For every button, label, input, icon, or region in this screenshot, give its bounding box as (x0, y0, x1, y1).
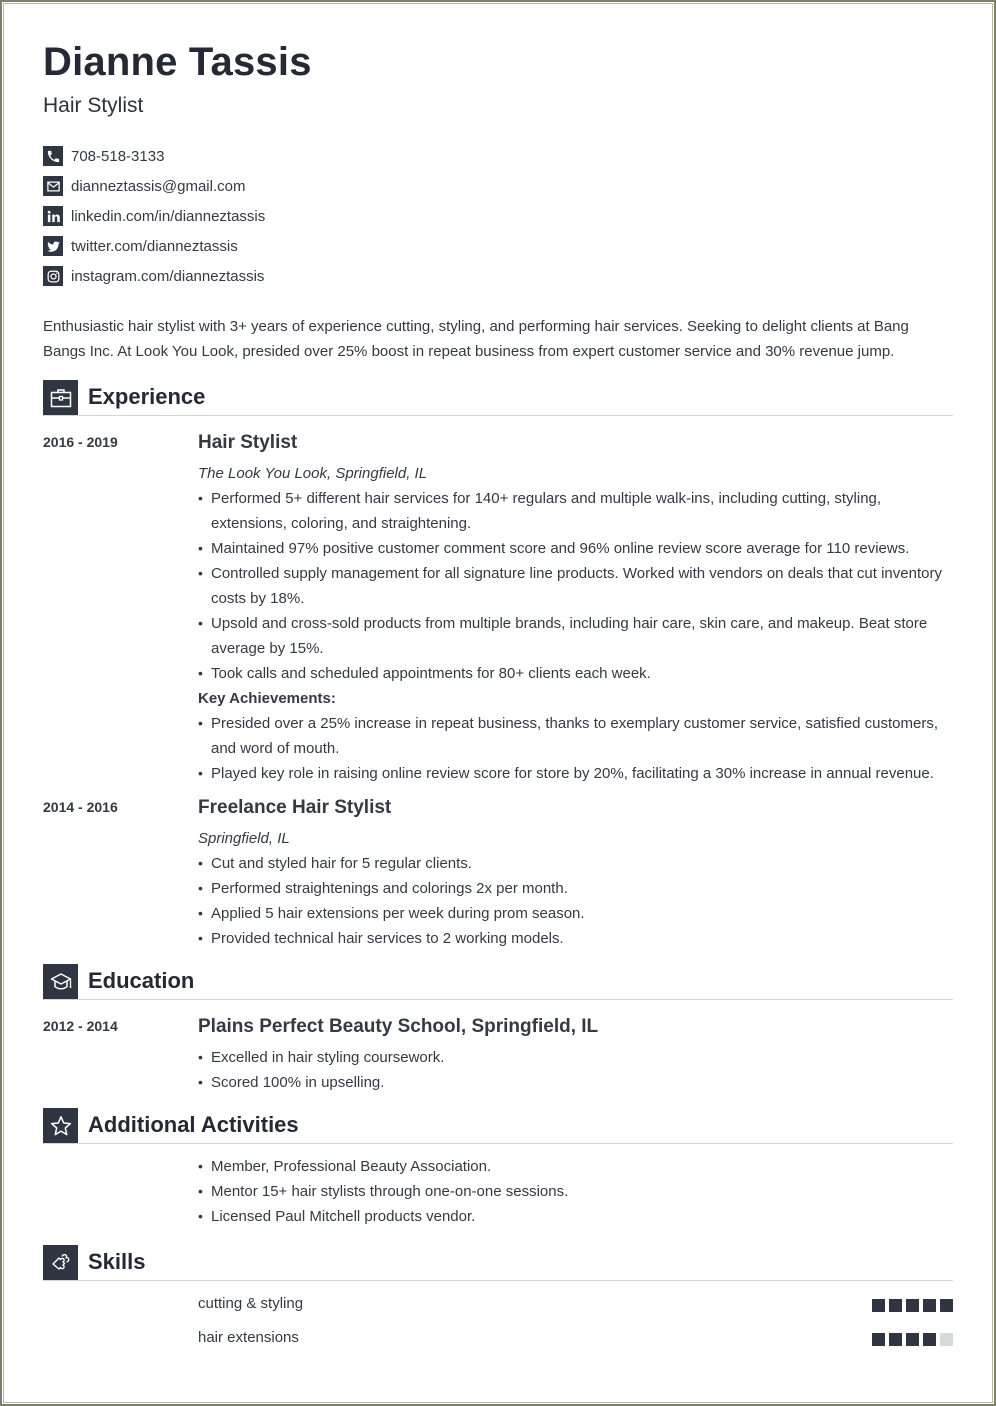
list-item: • Applied 5 hair extensions per week during prom season. (198, 901, 953, 926)
list-item: • Provided technical hair services to 2 working models. (198, 926, 953, 951)
puzzle-icon (43, 1245, 78, 1280)
activities-list (198, 1154, 953, 1229)
skill-row (198, 1329, 953, 1349)
school-name: Plains Perfect Beauty School, Springfield, IL (198, 1016, 599, 1037)
contact-email[interactable] (43, 171, 265, 201)
phone-icon (43, 146, 63, 166)
contact-linkedin[interactable] (43, 201, 265, 231)
contact-instagram-text: instagram.com/dianneztassis (71, 267, 265, 285)
instagram-icon (43, 266, 63, 286)
company-location: The Look You Look, Springfield, IL (198, 465, 428, 482)
candidate-title: Hair Stylist (43, 94, 144, 117)
list-item: • Took calls and scheduled appointments for 80+ clients each week. (198, 661, 953, 686)
twitter-icon (43, 236, 63, 256)
skill-level-bar (872, 1333, 953, 1346)
skill-level-bar (872, 1299, 953, 1312)
education-dates: 2012 - 2014 (43, 1018, 118, 1034)
key-achievements-label: Key Achievements: (198, 690, 336, 707)
section-activities-header (43, 1108, 953, 1144)
list-item: • Mentor 15+ hair stylists through one-on-one sessions. (198, 1179, 953, 1204)
skill-level-dot-filled (923, 1299, 936, 1312)
list-item: • Performed 5+ different hair services for 140+ regulars and multiple walk-ins, including cutting, styling, extensions, coloring, and straightening. (198, 486, 953, 536)
briefcase-icon (43, 380, 78, 415)
skill-name: cutting & styling (198, 1295, 304, 1312)
skill-level-dot-filled (906, 1333, 919, 1346)
achievement-list (198, 711, 953, 786)
list-item: • Cut and styled hair for 5 regular clients. (198, 851, 953, 876)
contact-instagram[interactable] (43, 261, 265, 291)
skill-row (198, 1295, 953, 1315)
skill-level-dot-empty (940, 1333, 953, 1346)
list-item: • Controlled supply management for all signature line products. Worked with vendors on deals that cut inventory costs by 18%. (198, 561, 953, 611)
section-education-header (43, 964, 953, 1000)
star-icon (43, 1108, 78, 1143)
contact-linkedin-text: linkedin.com/in/dianneztassis (71, 207, 266, 225)
contact-list (43, 141, 265, 291)
list-item: • Performed straightenings and colorings 2x per month. (198, 876, 953, 901)
section-experience-title: Experience (88, 383, 206, 409)
skill-level-dot-filled (872, 1333, 885, 1346)
section-activities-title: Additional Activities (88, 1111, 299, 1137)
profile-summary: Enthusiastic hair stylist with 3+ years of experience cutting, styling, and performing hair services. Seeking to delight clients at Bang Bangs Inc. At Look You Look, presided over 25% boost in repeat business from expert customer service and 30% revenue jump. (43, 318, 909, 360)
list-item: • Presided over a 25% increase in repeat business, thanks to exemplary customer service, satisfied customers, and word of mouth. (198, 711, 953, 761)
job-title: Hair Stylist (198, 432, 298, 453)
contact-twitter[interactable] (43, 231, 265, 261)
email-icon (43, 176, 63, 196)
section-skills-title: Skills (88, 1248, 146, 1274)
experience-dates: 2014 - 2016 (43, 799, 118, 815)
job-title: Freelance Hair Stylist (198, 797, 392, 818)
section-education-title: Education (88, 967, 195, 993)
graduation-cap-icon (43, 964, 78, 999)
contact-phone-text: 708-518-3133 (71, 147, 165, 165)
experience-dates: 2016 - 2019 (43, 434, 118, 450)
contact-twitter-text: twitter.com/dianneztassis (71, 237, 238, 255)
skill-level-dot-filled (923, 1333, 936, 1346)
skill-name: hair extensions (198, 1329, 299, 1346)
skill-level-dot-filled (872, 1299, 885, 1312)
list-item: • Scored 100% in upselling. (198, 1070, 953, 1095)
skill-level-dot-filled (940, 1299, 953, 1312)
section-experience-header (43, 380, 953, 416)
list-item: • Licensed Paul Mitchell products vendor. (198, 1204, 953, 1229)
education-list (198, 1045, 953, 1095)
responsibility-list (198, 851, 953, 951)
list-item: • Played key role in raising online review score for store by 20%, facilitating a 30% increase in annual revenue. (198, 761, 953, 786)
skill-level-dot-filled (906, 1299, 919, 1312)
list-item: • Upsold and cross-sold products from multiple brands, including hair care, skin care, and makeup. Beat store average by 15%. (198, 611, 953, 661)
contact-phone[interactable] (43, 141, 265, 171)
contact-email-text: dianneztassis@gmail.com (71, 177, 246, 195)
candidate-name: Dianne Tassis (43, 40, 312, 84)
skill-level-dot-filled (889, 1299, 902, 1312)
skill-level-dot-filled (889, 1333, 902, 1346)
section-skills-header (43, 1245, 953, 1281)
list-item: • Member, Professional Beauty Association. (198, 1154, 953, 1179)
list-item: • Excelled in hair styling coursework. (198, 1045, 953, 1070)
list-item: • Maintained 97% positive customer comment score and 96% online review score average for 110 reviews. (198, 536, 953, 561)
company-location: Springfield, IL (198, 830, 290, 847)
linkedin-icon (43, 206, 63, 226)
responsibility-list (198, 486, 953, 686)
